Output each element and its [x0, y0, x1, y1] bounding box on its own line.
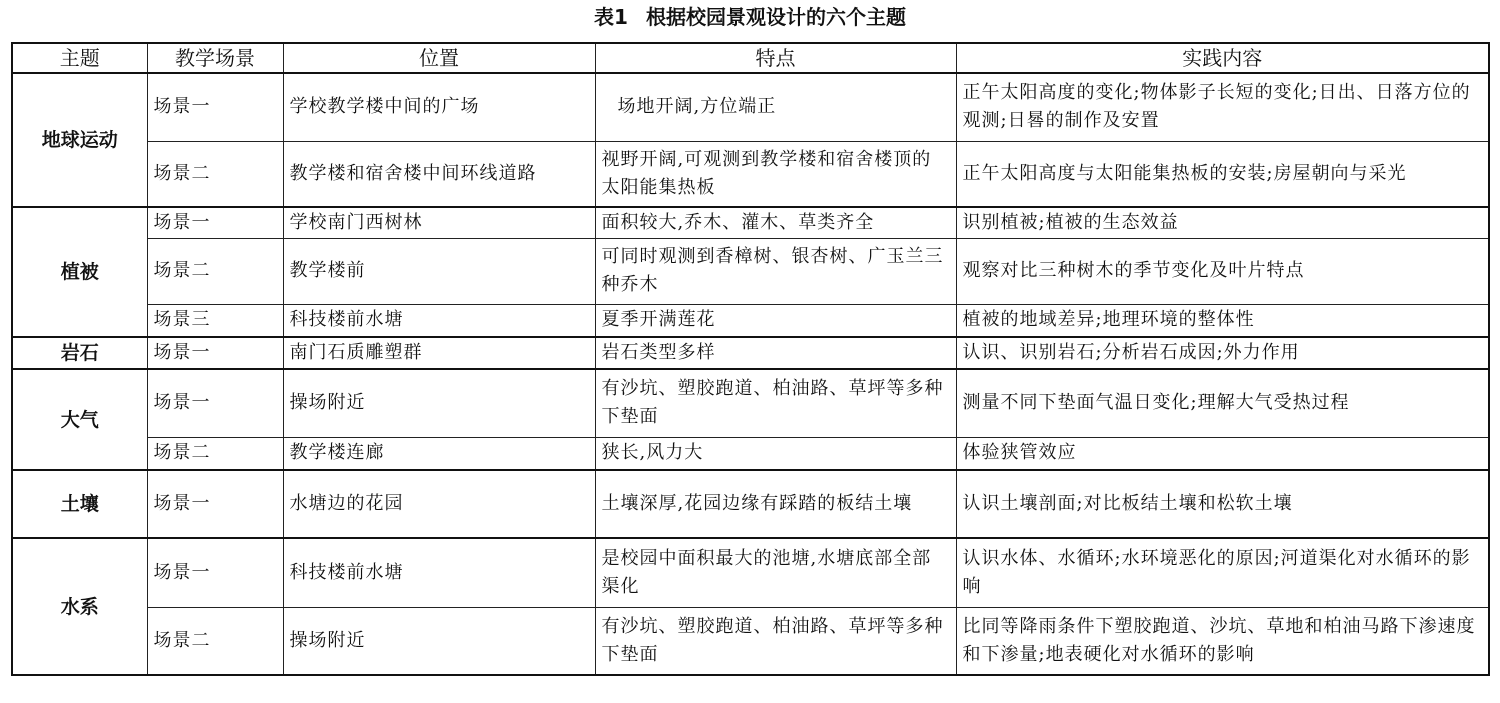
location-cell: 水塘边的花园 [283, 470, 595, 538]
table-title: 根据校园景观设计的六个主题 [645, 5, 906, 29]
header-theme: 主题 [12, 43, 147, 73]
location-cell: 学校教学楼中间的广场 [283, 73, 595, 141]
table-row [12, 437, 1489, 470]
feature-cell: 有沙坑、塑胶跑道、柏油路、草坪等多种下垫面 [595, 369, 956, 437]
feature-cell: 可同时观测到香樟树、银杏树、广玉兰三种乔木 [595, 238, 956, 304]
scene-cell: 场景一 [147, 538, 283, 607]
scene-cell: 场景一 [147, 207, 283, 238]
feature-cell: 狭长,风力大 [595, 437, 956, 470]
table-row [12, 538, 1489, 607]
feature-cell: 有沙坑、塑胶跑道、柏油路、草坪等多种下垫面 [595, 607, 956, 675]
practice-cell: 正午太阳高度与太阳能集热板的安装;房屋朝向与采光 [956, 141, 1489, 207]
table-row [12, 238, 1489, 304]
practice-cell: 认识土壤剖面;对比板结土壤和松软土壤 [956, 470, 1489, 538]
location-cell: 教学楼前 [283, 238, 595, 304]
location-cell: 学校南门西树林 [283, 207, 595, 238]
table-caption [0, 4, 1500, 30]
table-row [12, 141, 1489, 207]
scene-cell: 场景二 [147, 437, 283, 470]
scene-cell: 场景三 [147, 304, 283, 337]
feature-cell: 是校园中面积最大的池塘,水塘底部全部渠化 [595, 538, 956, 607]
scene-cell: 场景一 [147, 337, 283, 369]
header-location: 位置 [283, 43, 595, 73]
practice-cell: 测量不同下垫面气温日变化;理解大气受热过程 [956, 369, 1489, 437]
location-cell: 操场附近 [283, 369, 595, 437]
practice-cell: 认识水体、水循环;水环境恶化的原因;河道渠化对水循环的影响 [956, 538, 1489, 607]
practice-cell: 识别植被;植被的生态效益 [956, 207, 1489, 238]
practice-cell: 观察对比三种树木的季节变化及叶片特点 [956, 238, 1489, 304]
table-row [12, 607, 1489, 675]
feature-cell: 夏季开满莲花 [595, 304, 956, 337]
header-row [12, 43, 1489, 73]
feature-cell: 岩石类型多样 [595, 337, 956, 369]
feature-cell: 土壤深厚,花园边缘有踩踏的板结土壤 [595, 470, 956, 538]
location-cell: 科技楼前水塘 [283, 538, 595, 607]
themes-table [11, 42, 1490, 676]
theme-cell: 岩石 [12, 337, 147, 369]
table-row [12, 369, 1489, 437]
practice-cell: 比同等降雨条件下塑胶跑道、沙坑、草地和柏油马路下渗速度和下渗量;地表硬化对水循环的影响 [956, 607, 1489, 675]
practice-cell: 体验狭管效应 [956, 437, 1489, 470]
scene-cell: 场景一 [147, 73, 283, 141]
table-number: 表1 [594, 5, 628, 29]
header-scene: 教学场景 [147, 43, 283, 73]
table-row [12, 337, 1489, 369]
theme-cell: 水系 [12, 538, 147, 675]
location-cell: 教学楼和宿舍楼中间环线道路 [283, 141, 595, 207]
scene-cell: 场景二 [147, 238, 283, 304]
theme-cell: 大气 [12, 369, 147, 470]
feature-cell: 面积较大,乔木、灌木、草类齐全 [595, 207, 956, 238]
scene-cell: 场景二 [147, 607, 283, 675]
table-row [12, 207, 1489, 238]
practice-cell: 植被的地域差异;地理环境的整体性 [956, 304, 1489, 337]
header-practice: 实践内容 [956, 43, 1489, 73]
theme-cell: 植被 [12, 207, 147, 337]
table-row [12, 304, 1489, 337]
practice-cell: 正午太阳高度的变化;物体影子长短的变化;日出、日落方位的观测;日晷的制作及安置 [956, 73, 1489, 141]
header-feature: 特点 [595, 43, 956, 73]
scene-cell: 场景一 [147, 470, 283, 538]
location-cell: 科技楼前水塘 [283, 304, 595, 337]
scene-cell: 场景二 [147, 141, 283, 207]
practice-cell: 认识、识别岩石;分析岩石成因;外力作用 [956, 337, 1489, 369]
table-row [12, 470, 1489, 538]
theme-cell: 地球运动 [12, 73, 147, 207]
feature-cell: 场地开阔,方位端正 [595, 73, 956, 141]
location-cell: 操场附近 [283, 607, 595, 675]
table-row [12, 73, 1489, 141]
scene-cell: 场景一 [147, 369, 283, 437]
theme-cell: 土壤 [12, 470, 147, 538]
feature-cell: 视野开阔,可观测到教学楼和宿舍楼顶的太阳能集热板 [595, 141, 956, 207]
location-cell: 教学楼连廊 [283, 437, 595, 470]
location-cell: 南门石质雕塑群 [283, 337, 595, 369]
